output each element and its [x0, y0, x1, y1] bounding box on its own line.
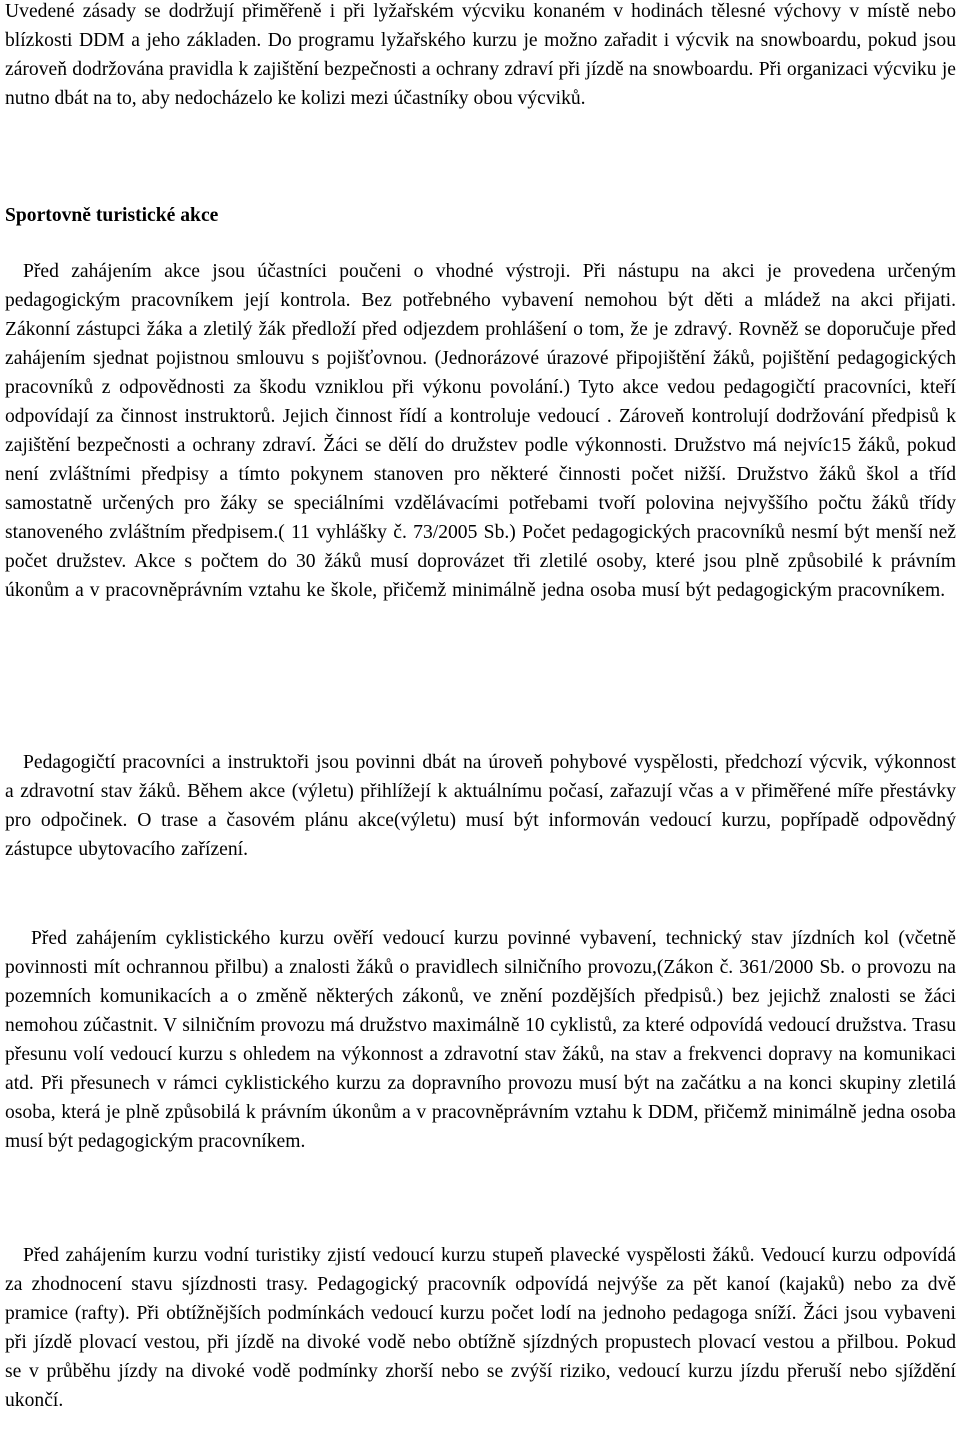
paragraph-cycling-course: Před zahájením cyklistického kurzu ověří vedoucí kurzu povinné vybavení, technický stav jízdních kol (včetně povinnosti mít ochrannou přilbu) a znalosti žáků o pravidlech silničního provozu,(Zákon č. 361/2000 Sb. o provozu na pozemních komunikacích a o změně některých zákonů, ve znění pozdějších předpisů.) bez jejichž znalosti se žáci nemohou zúčastnit. V silničním provozu má družstvo maximálně 10 cyklistů, za které odpovídá vedoucí družstva. Trasu přesunu volí vedoucí kurzu s ohledem na výkonnost a zdravotní stav žáků, na stav a frekvenci dopravy na komunikaci atd. Při přesunech v rámci cyklistického kurzu za dopravního provozu musí být na začátku a na konci skupiny zletilá osoba, která je plně způsobilá k právním úkonům a v pracovněprávním vztahu k DDM, přičemž minimálně jedna osoba musí být pedagogickým pracovníkem.: [5, 928, 956, 1152]
paragraph-event-equipment: Před zahájením akce jsou účastníci poučeni o vhodné výstroji. Při nástupu na akci je provedena určeným pedagogickým pracovníkem její kontrola. Bez potřebného vybavení nemohou být děti a mládež na akci přijati. Zákonní zástupci žáka a zletilý žák předloží před odjezdem prohlášení o tom, že je zdravý. Rovněž se doporučuje před zahájením sjednat pojistnou smlouvu s pojišťovnou. (Jednorázové úrazové připojištění žáků, pojištění pedagogických pracovníků z odpovědnosti za škodu vzniklou při výkonu povolání.) Tyto akce vedou pedagogičtí pracovníci, kteří odpovídají za činnost instruktorů. Jejich činnost řídí a kontroluje vedoucí . Zároveň kontrolují dodržování předpisů k zajištění bezpečnosti a ochrany zdraví. Žáci se dělí do družstev podle výkonnosti. Družstvo má nejvíc15 žáků, pokud není zvláštními předpisy a tímto pokynem stanoven pro některé činnosti počet nižší. Družstvo žáků škol a tříd samostatně určených pro žáky se speciálními vzdělávacími potřebami tvoří polovina nejvyššího počtu žáků třídy stanoveného zvláštním předpisem.( 11 vyhlášky č. 73/2005 Sb.) Počet pedagogických pracovníků nesmí být menší než počet družstev. Akce s počtem do 30 žáků musí doprovázet tři zletilé osoby, které jsou plně způsobilé k právním úkonům a v pracovněprávním vztahu ke škole, přičemž minimálně jedna osoba musí být pedagogickým pracovníkem.: [5, 261, 956, 601]
paragraph-pedagogues-duties: Pedagogičtí pracovníci a instruktoři jsou povinni dbát na úroveň pohybové vyspělosti, předchozí výcvik, výkonnost a zdravotní stav žáků. Během akce (výletu) přihlížejí k aktuálnímu počasí, zařazují včas a v přiměřené míře přestávky pro odpočinek. O trase a časovém plánu akce(výletu) musí být informován vedoucí kurzu, popřípadě odpovědný zástupce ubytovacího zařízení.: [5, 752, 956, 860]
paragraph-water-tourism: Před zahájením kurzu vodní turistiky zjistí vedoucí kurzu stupeň plavecké vyspělosti žáků. Vedoucí kurzu odpovídá za zhodnocení stavu sjízdnosti trasy. Pedagogický pracovník odpovídá nejvýše za pět kanoí (kajaků) nebo za dvě pramice (rafty). Při obtížnějších podmínkách vedoucí kurzu počet lodí na jednoho pedagoga sníží. Žáci jsou vybaveni při jízdě plovací vestou, při jízdě na divoké vodě nebo obtížně sjízdných propustech plovací vestou a přilbou. Pokud se v průběhu jízdy na divoké vodě podmínky zhorší nebo se zvýší riziko, vedoucí kurzu jízdu přeruší nebo sjíždění ukončí.: [5, 1245, 956, 1411]
paragraph-ski-training: Uvedené zásady se dodržují přiměřeně i při lyžařském výcviku konaném v hodinách tělesné výchovy v místě nebo blízkosti DDM a jeho základen. Do programu lyžařského kurzu je možno zařadit i výcvik na snowboardu, pokud jsou zároveň dodržována pravidla k zajištění bezpečnosti a ochrany zdraví při jízdě na snowboardu. Při organizaci výcviku je nutno dbát na to, aby nedocházelo ke kolizi mezi účastníky obou výcviků.: [5, 1, 956, 109]
section-heading-sport-tourist-events: Sportovně turistické akce: [5, 205, 219, 226]
